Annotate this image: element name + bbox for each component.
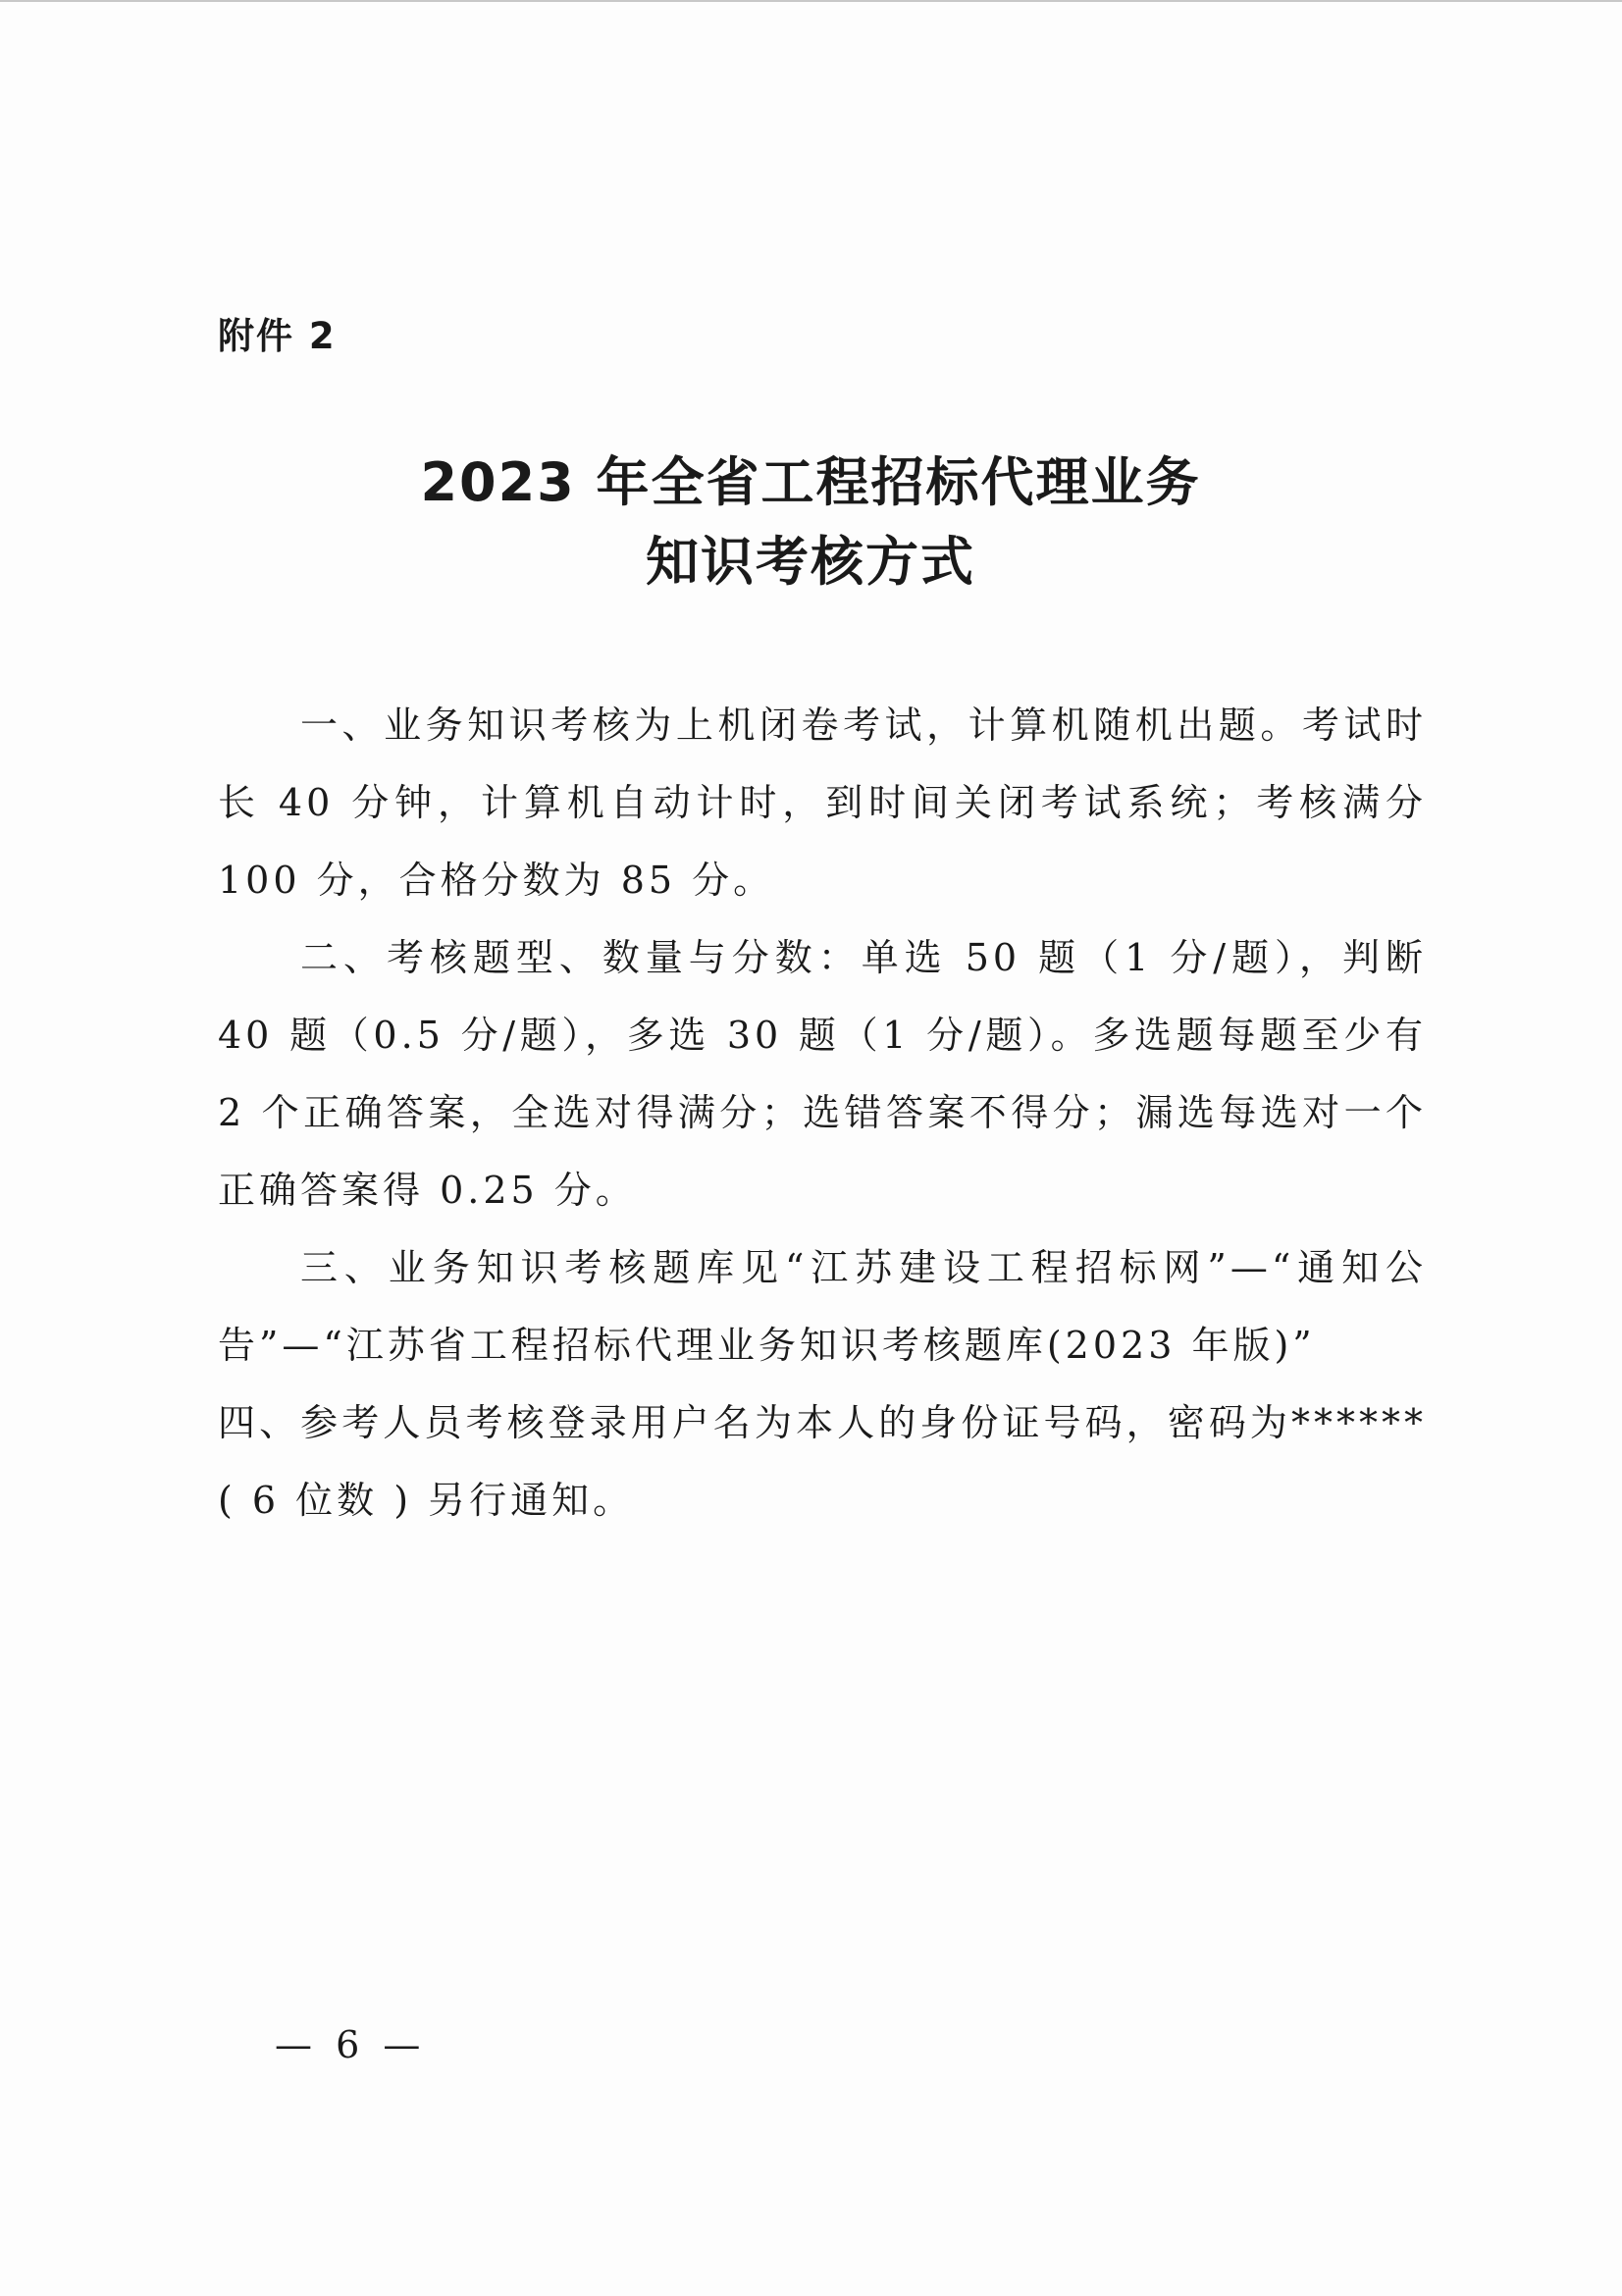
paragraph-2: 二、考核题型、数量与分数：单选 50 题（1 分/题），判断 40 题（0.5 分/题），多选 30 题（1 分/题）。多选题每题至少有 2 个正确答案，全选对得满分；选错答案不得分；漏选每选对一个正确答案得 0.25 分。 — [218, 936, 1427, 1212]
attachment-label: 附件 2 — [218, 315, 337, 357]
paragraph-1: 一、业务知识考核为上机闭卷考试，计算机随机出题。考试时长 40 分钟，计算机自动计时，到时间关闭考试系统；考核满分 100 分，合格分数为 85 分。 — [218, 704, 1427, 902]
page-number: — 6 — — [275, 2023, 427, 2066]
document-title-line-2: 知识考核方式 — [646, 531, 975, 593]
paragraph-4: 四、参考人员考核登录用户名为本人的身份证号码，密码为****** ( 6 位数 ) 另行通知。 — [218, 1401, 1427, 1522]
document-body — [218, 687, 1427, 1539]
page-top-edge — [0, 0, 1622, 2]
paragraph-3: 三、业务知识考核题库见“江苏建设工程招标网”—“通知公告”—“江苏省工程招标代理业务知识考核题库(2023 年版)” — [218, 1246, 1427, 1367]
document-title-line-1: 2023 年全省工程招标代理业务 — [420, 451, 1201, 513]
